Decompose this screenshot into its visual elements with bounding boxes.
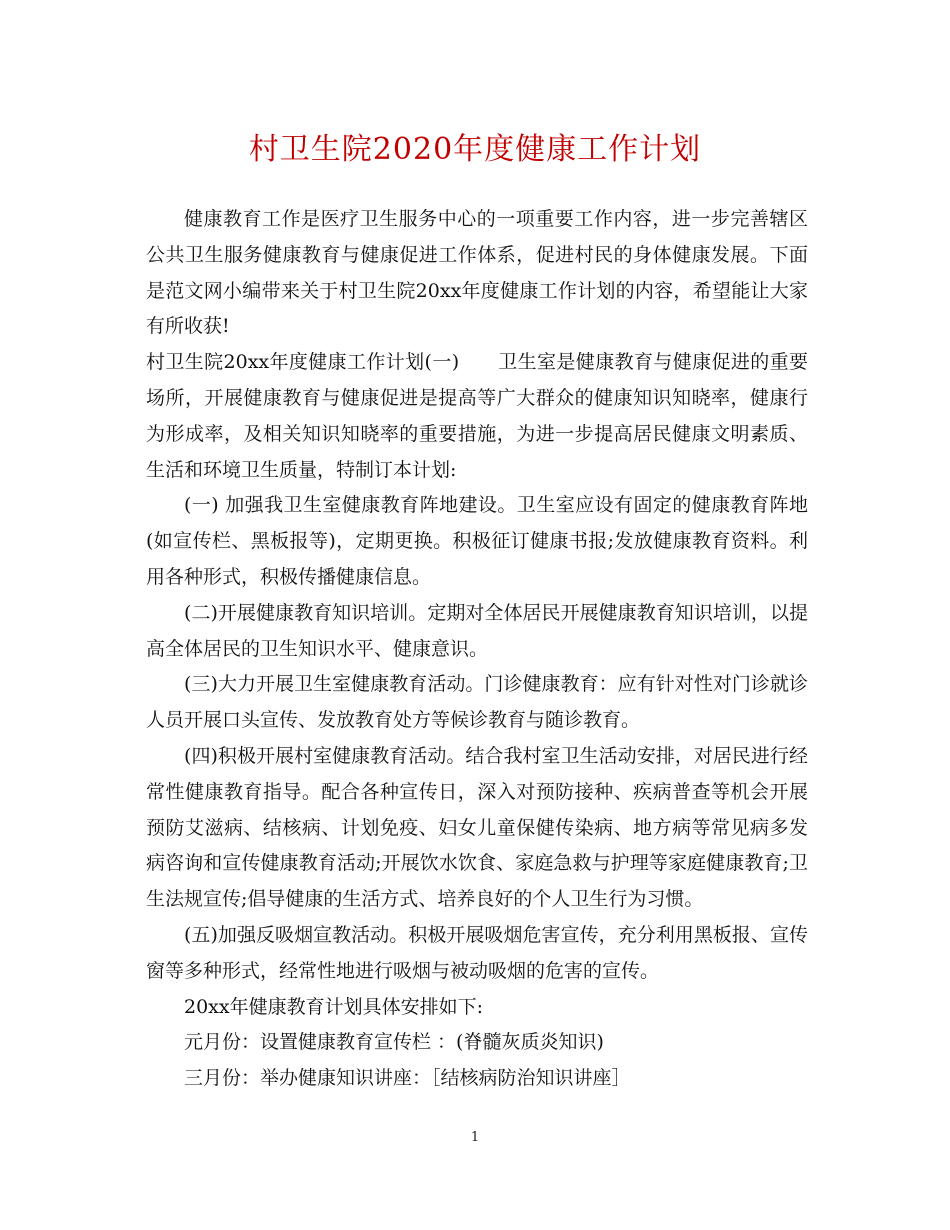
- page-number: 1: [470, 1130, 480, 1145]
- paragraph-plan-heading: 村卫生院20xx年度健康工作计划(一) 卫生室是健康教育与健康促进的重要场所，开展健康教育与健康促进是提高等广大群众的健康知识知晓率，健康行为形成率，及相关知识知晓率的重要措施，为进一步提高居民健康文明素质、 生活和环境卫生质量，特制订本计划:: [146, 351, 808, 481]
- paragraph-schedule-heading: 20xx年健康教育计划具体安排如下:: [184, 995, 484, 1018]
- paragraph-item-2: (二)开展健康教育知识培训。定期对全体居民开展健康教育知识培训，以提高全体居民的卫生知识水平、健康意识。: [146, 601, 808, 660]
- paragraph-item-1: (一) 加强我卫生室健康教育阵地建设。卫生室应设有固定的健康教育阵地(如宣传栏、黑板报等)，定期更换。积极征订健康书报;发放健康教育资料。利用各种形式，积极传播健康信息。: [146, 494, 808, 588]
- paragraph-schedule-january: 元月份：设置健康教育宣传栏 ：(脊髓灰质炎知识): [184, 1031, 604, 1054]
- document-title: 村卫生院2020年度健康工作计划: [248, 132, 702, 167]
- paragraph-item-3: (三)大力开展卫生室健康教育活动。门诊健康教育：应有针对性对门诊就诊人员开展口头宣传、发放教育处方等候诊教育与随诊教育。: [146, 673, 808, 732]
- paragraph-intro: 健康教育工作是医疗卫生服务中心的一项重要工作内容，进一步完善辖区公共卫生服务健康教育与健康促进工作体系，促进村民的身体健康发展。下面是范文网小编带来关于村卫生院20xx年度健康工作计划的内容，希望能让大家有所收获!: [146, 208, 808, 338]
- paragraph-item-4: (四)积极开展村室健康教育活动。结合我村室卫生活动安排，对居民进行经常性健康教育指导。配合各种宣传日，深入对预防接种、疾病普查等机会开展预防艾滋病、结核病、计划免疫、妇女儿童保健传染病、地方病等常见病多发病咨询和宣传健康教育活动;开展饮水饮食、家庭急救与护理等家庭健康教育;卫生法规宣传;倡导健康的生活方式、培养良好的个人卫生行为习惯。: [146, 744, 808, 911]
- paragraph-item-5: (五)加强反吸烟宣教活动。积极开展吸烟危害宣传，充分利用黑板报、宣传窗等多种形式，经常性地进行吸烟与被动吸烟的危害的宣传。: [146, 923, 808, 982]
- document-body: [146, 202, 808, 1097]
- paragraph-schedule-march: 三月份：举办健康知识讲座：［结核病防治知识讲座］: [184, 1067, 631, 1090]
